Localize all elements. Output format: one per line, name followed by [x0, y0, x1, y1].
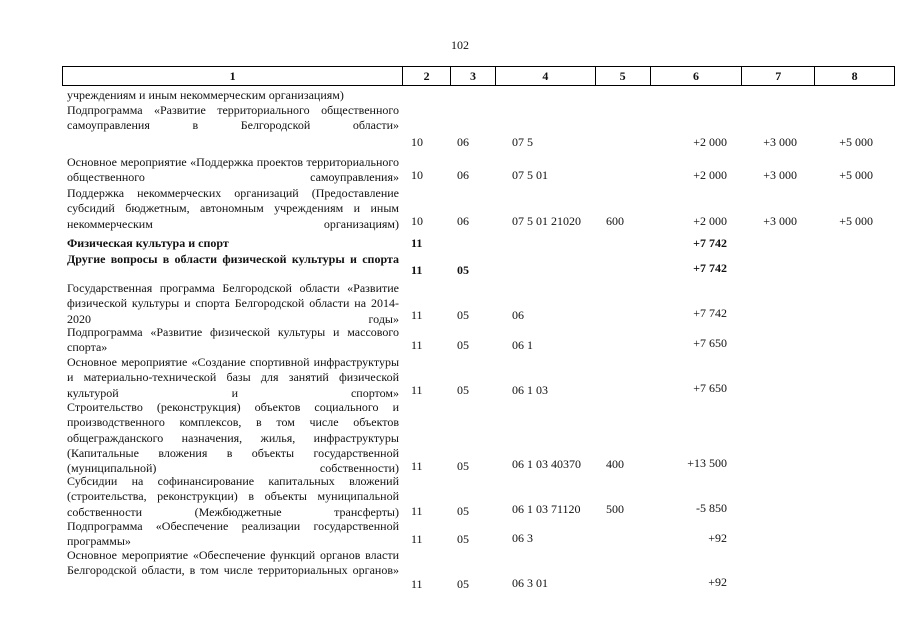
row-amount-year-1: +2 000 — [693, 135, 727, 149]
row-amount-year-1: +2 000 — [693, 214, 727, 228]
row-target-code: 06 1 03 — [512, 383, 548, 397]
row-amount-year-1: +7 742 — [693, 306, 727, 320]
row-amount-year-2: +3 000 — [763, 135, 797, 149]
row-description: Строительство (реконструкция) объектов социального и производственного комплексов, в том числе объектов общегражданского назначения, жилья, инфраструктуры (Капитальные вложения в объекты государственной (муниципальной) собственности) — [67, 400, 399, 476]
row-target-code: 06 1 — [512, 338, 533, 352]
row-subsection-code: 05 — [457, 577, 469, 591]
row-amount-year-1: +7 650 — [693, 336, 727, 350]
row-description: Физическая культура и спорт — [67, 236, 229, 250]
row-section-code: 11 — [411, 504, 423, 518]
row-section-code: 10 — [411, 135, 423, 149]
row-section-code: 11 — [411, 532, 423, 546]
row-section-code: 11 — [411, 577, 423, 591]
row-target-code: 07 5 01 21020 — [512, 214, 581, 228]
header-col-3: 3 — [451, 67, 496, 85]
header-col-8: 8 — [851, 68, 858, 83]
row-amount-year-1: +7 650 — [693, 381, 727, 395]
table-header — [62, 66, 895, 86]
row-target-code: 06 1 03 40370 — [512, 457, 581, 471]
row-amount-year-2: +3 000 — [763, 214, 797, 228]
row-section-code: 10 — [411, 168, 423, 182]
row-description: Государственная программа Белгородской области «Развитие физической культуры и спорта Белгородской области на 2014-2020 годы» — [67, 281, 399, 326]
row-description: Основное мероприятие «Обеспечение функций органов власти Белгородской области, в том числе территориальных органов» — [67, 548, 399, 578]
row-amount-year-1: +92 — [708, 575, 727, 589]
row-description: Поддержка некоммерческих организаций (Предоставление субсидий бюджетным, автономным учреждениям и иным некоммерческим организациям) — [67, 186, 399, 231]
row-section-code: 11 — [411, 383, 423, 397]
row-description: Основное мероприятие «Создание спортивной инфраструктуры и материально-технической базы для занятий физической культурой и спортом» — [67, 355, 399, 400]
row-subsection-code: 05 — [457, 383, 469, 397]
header-col-2: 2 — [403, 67, 451, 85]
page-number: 102 — [451, 38, 469, 52]
row-amount-year-1: +2 000 — [693, 168, 727, 182]
row-amount-year-1: +13 500 — [687, 456, 727, 470]
row-section-code: 10 — [411, 214, 423, 228]
row-expense-type: 400 — [606, 457, 624, 471]
row-target-code: 07 5 01 — [512, 168, 548, 182]
row-target-code: 06 — [512, 308, 524, 322]
row-subsection-code: 05 — [457, 338, 469, 352]
row-subsection-code: 06 — [457, 135, 469, 149]
row-description: Другие вопросы в области физической культуры и спорта — [67, 252, 399, 266]
row-expense-type: 600 — [606, 214, 624, 228]
row-section-code: 11 — [411, 263, 423, 277]
row-amount-year-2: +3 000 — [763, 168, 797, 182]
row-subsection-code: 05 — [457, 263, 469, 277]
header-col-6: 6 — [651, 67, 743, 85]
row-target-code: 06 3 — [512, 531, 533, 545]
row-amount-year-1: +92 — [708, 531, 727, 545]
row-description: Субсидии на софинансирование капитальных вложений (строительства, реконструкции) в объекты муниципальной собственности (Межбюджетные трансферты) — [67, 474, 399, 519]
row-subsection-code: 05 — [457, 504, 469, 518]
header-col-7: 7 — [742, 67, 815, 85]
row-description: Подпрограмма «Обеспечение реализации государственной программы» — [67, 519, 399, 549]
row-description: Основное мероприятие «Поддержка проектов территориального общественного самоуправления» — [67, 155, 399, 185]
row-description: Подпрограмма «Развитие территориального общественного самоуправления в Белгородской области» — [67, 103, 399, 133]
row-subsection-code: 05 — [457, 532, 469, 546]
row-target-code: 06 1 03 71120 — [512, 502, 581, 516]
header-col-1: 1 — [63, 67, 403, 85]
header-col-5: 5 — [596, 67, 651, 85]
row-target-code: 06 3 01 — [512, 576, 548, 590]
row-target-code: 07 5 — [512, 135, 533, 149]
row-amount-year-3: +5 000 — [839, 214, 873, 228]
header-col-4: 4 — [496, 67, 596, 85]
row-amount-year-1: -5 850 — [696, 501, 727, 515]
row-amount-year-1: +7 742 — [693, 236, 727, 250]
row-subsection-code: 05 — [457, 308, 469, 322]
row-section-code: 11 — [411, 459, 423, 473]
row-subsection-code: 06 — [457, 168, 469, 182]
row-description: Подпрограмма «Развитие физической культуры и массового спорта» — [67, 325, 399, 355]
row-amount-year-1: +7 742 — [693, 261, 727, 275]
row-section-code: 11 — [411, 236, 423, 250]
row-subsection-code: 05 — [457, 459, 469, 473]
row-amount-year-3: +5 000 — [839, 168, 873, 182]
row-section-code: 11 — [411, 338, 423, 352]
row-section-code: 11 — [411, 308, 423, 322]
row-amount-year-3: +5 000 — [839, 135, 873, 149]
row-description: учреждениям и иным некоммерческим организациям) — [67, 88, 344, 102]
row-subsection-code: 06 — [457, 214, 469, 228]
row-expense-type: 500 — [606, 502, 624, 516]
